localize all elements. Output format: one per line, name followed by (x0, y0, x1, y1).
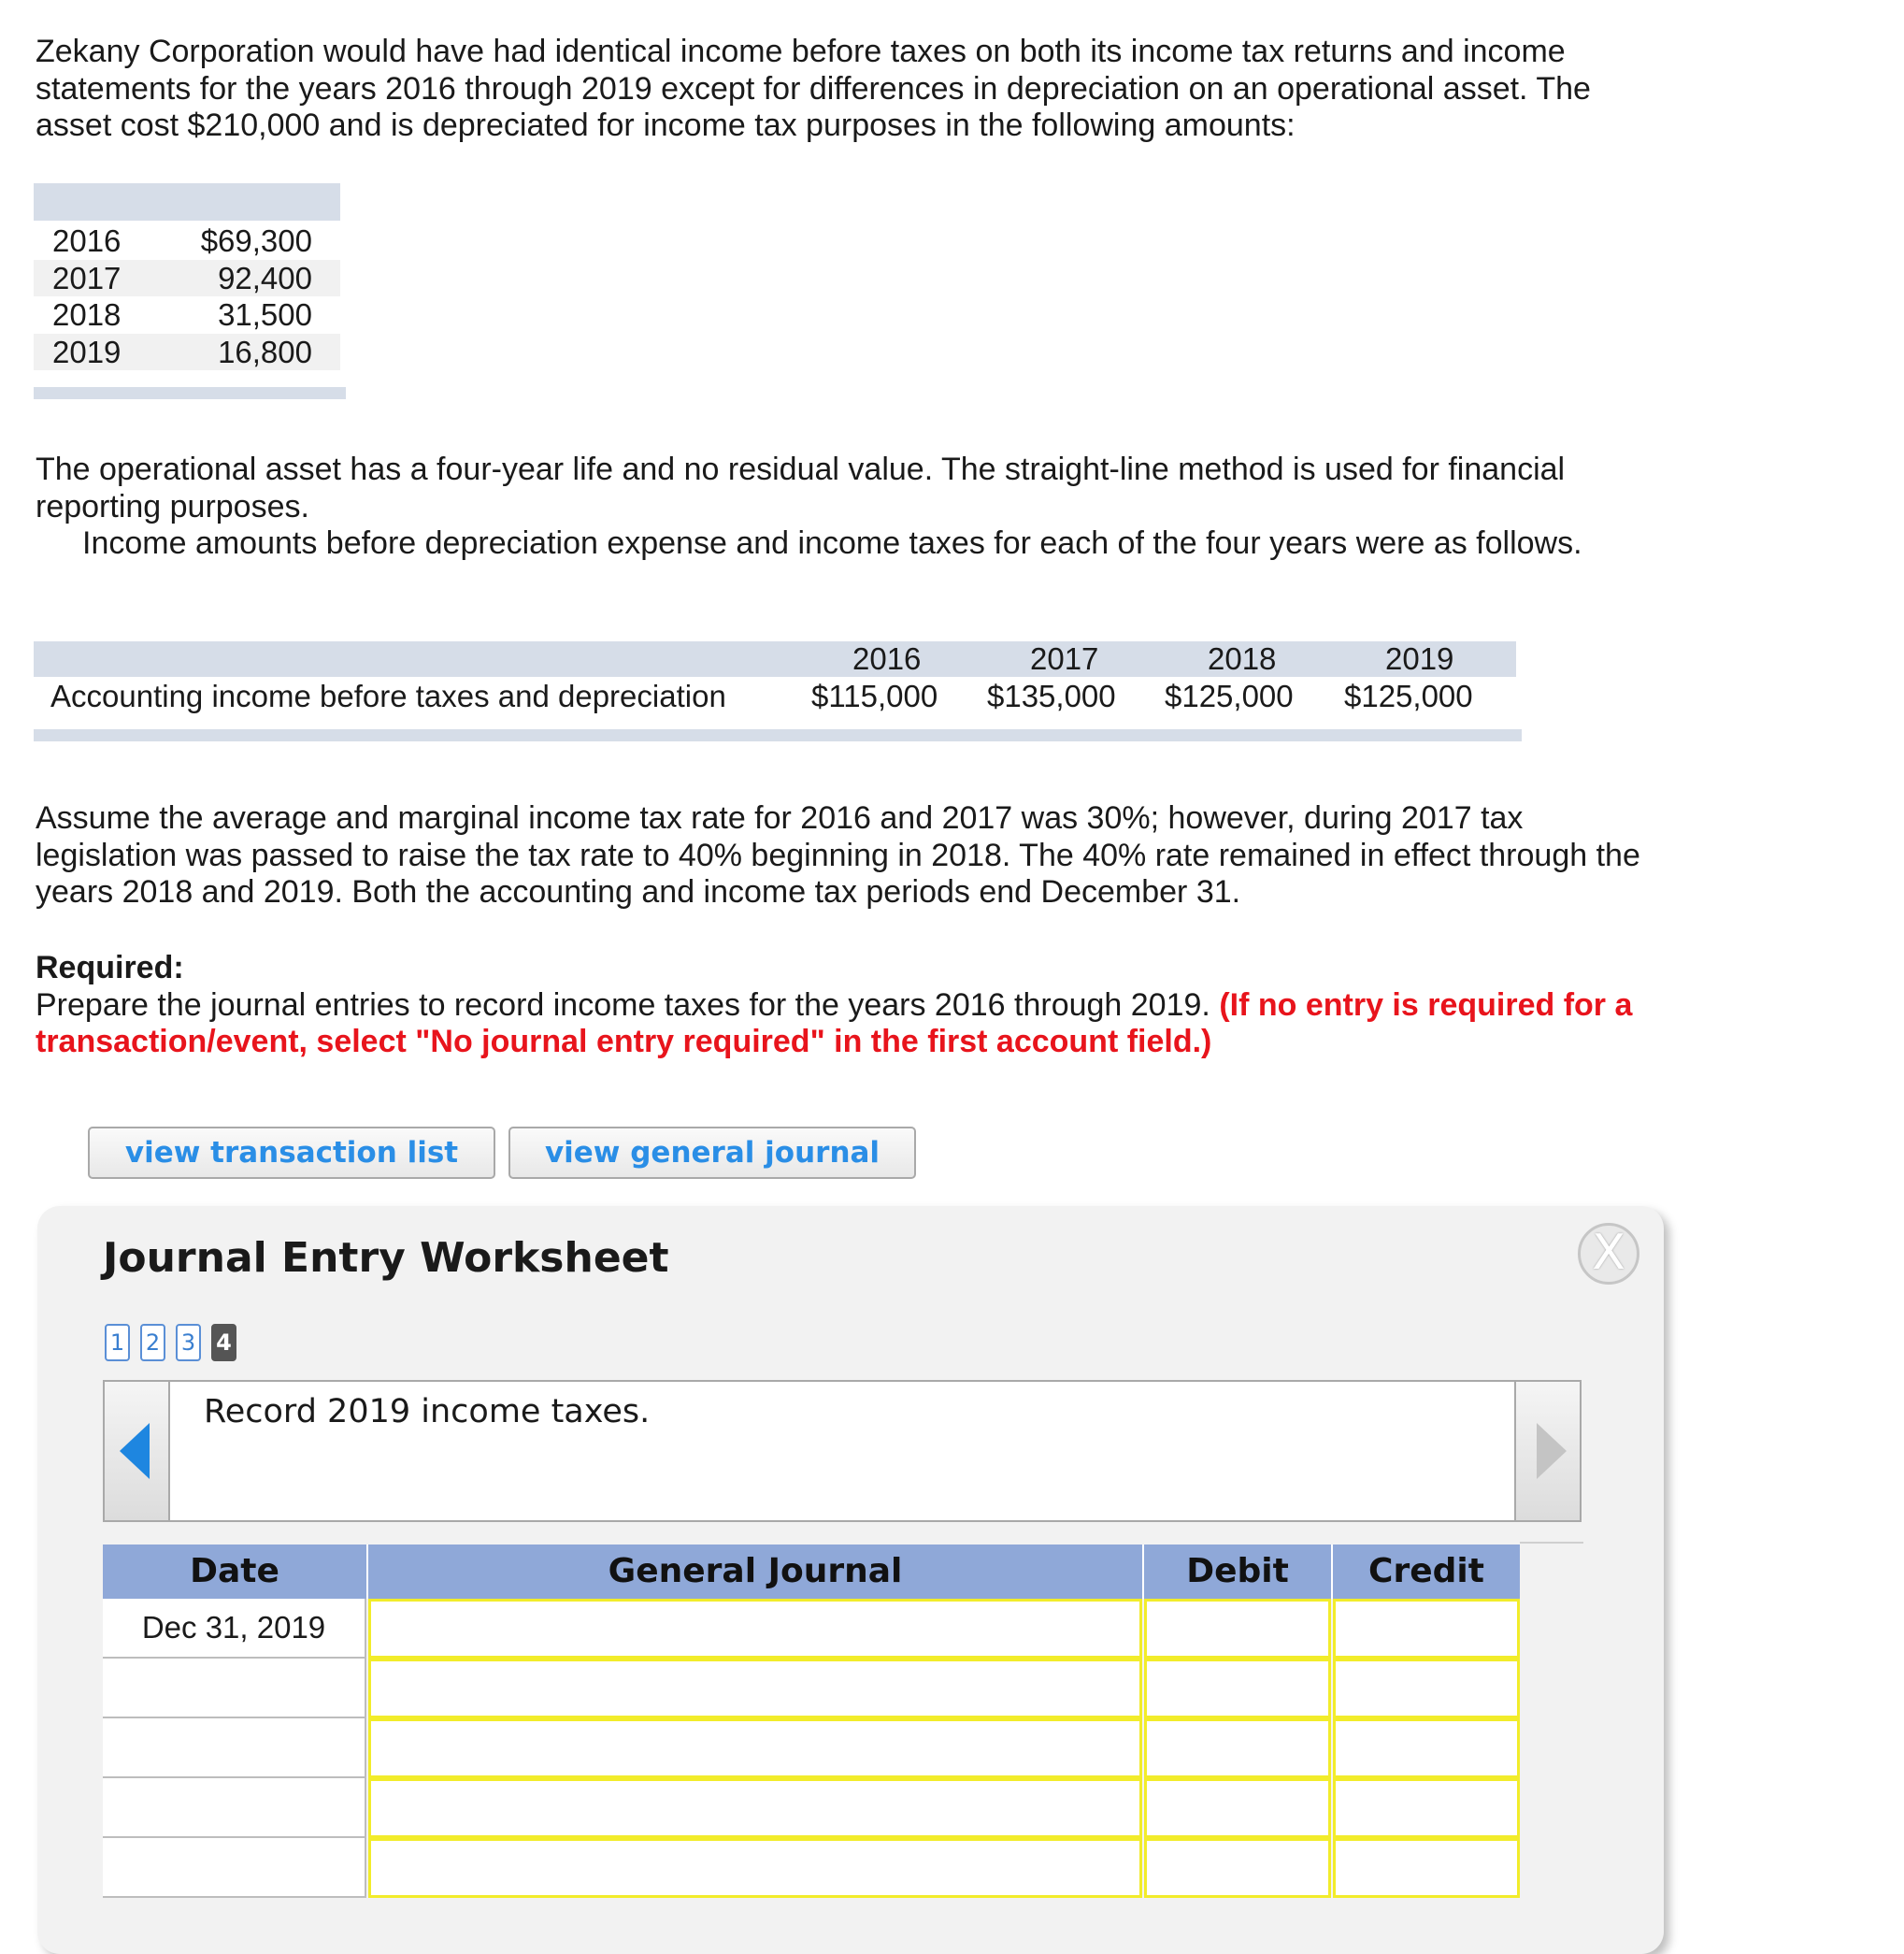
date-cell (103, 1718, 366, 1778)
income-intro: Income amounts before depreciation expense and income taxes for each of the four years were as follows. (82, 525, 1582, 561)
amount-cell: 92,400 (218, 260, 312, 295)
value-cell: $135,000 (987, 679, 1116, 713)
journal-row (103, 1778, 1582, 1838)
journal-table (103, 1545, 1582, 1898)
row-label: Accounting income before taxes and depreciation (50, 679, 726, 713)
year-cell: 2019 (52, 334, 122, 369)
debit-input[interactable] (1144, 1599, 1331, 1659)
required-text: Prepare the journal entries to record income taxes for the years 2016 through 2019. (36, 986, 1210, 1023)
table-row (34, 677, 1522, 716)
close-icon[interactable]: X (1578, 1223, 1639, 1285)
journal-entry-worksheet (37, 1206, 1664, 1954)
header-divider (1520, 1542, 1583, 1544)
account-input[interactable] (368, 1659, 1142, 1718)
arrow-left-icon (120, 1423, 150, 1479)
amount-cell: 16,800 (218, 334, 312, 369)
table-row (34, 260, 340, 297)
depreciation-table-header (34, 183, 340, 221)
credit-column-header: Credit (1368, 1552, 1484, 1590)
previous-button[interactable] (105, 1382, 170, 1520)
table-row (34, 334, 340, 371)
journal-row (103, 1599, 1582, 1659)
year-header: 2016 (852, 641, 922, 676)
table-row (34, 223, 340, 260)
year-cell: 2017 (52, 260, 122, 295)
credit-input[interactable] (1333, 1659, 1520, 1718)
year-header: 2018 (1208, 641, 1277, 676)
income-table-footer (34, 729, 1522, 741)
value-cell: $125,000 (1165, 679, 1294, 713)
tax-assumption-text: Assume the average and marginal income tax rate for 2016 and 2017 was 30%; however, during 2017 tax legislation was passed to raise the tax rate to 40% beginning in 2018. The 40% rate remained in effect through the years 2018 and 2019. Both the accounting and income tax periods end December 31. (36, 800, 1640, 910)
view-general-journal-button[interactable]: view general journal (508, 1127, 916, 1179)
credit-input[interactable] (1333, 1599, 1520, 1659)
transaction-description: Record 2019 income taxes. (204, 1393, 651, 1430)
date-cell (103, 1778, 366, 1838)
credit-input[interactable] (1333, 1718, 1520, 1778)
page-tab-1[interactable]: 1 (105, 1324, 130, 1361)
next-button[interactable] (1514, 1382, 1580, 1520)
page-tab-4[interactable]: 4 (211, 1324, 236, 1361)
amount-cell: 31,500 (218, 297, 312, 332)
required-note: (If no entry is required for a transaction/event, select "No journal entry required" in the first account field.) (36, 986, 1633, 1059)
account-input[interactable] (368, 1838, 1142, 1898)
required-section (36, 950, 1643, 1061)
date-cell (103, 1838, 366, 1898)
asset-info: The operational asset has a four-year life and no residual value. The straight-line method is used for financial reporting purposes. (36, 452, 1566, 524)
worksheet-title: Journal Entry Worksheet (103, 1234, 669, 1282)
value-cell: $125,000 (1344, 679, 1473, 713)
page-tabs (105, 1324, 236, 1361)
year-cell: 2018 (52, 297, 122, 332)
date-column-header: Date (103, 1545, 368, 1599)
intro-text: Zekany Corporation would have had identical income before taxes on both its income tax returns and income statements for the years 2016 through 2019 except for differences in depreciation on an operational asset. The asset cost $210,000 and is depreciated for income tax purposes in the following amounts: (36, 34, 1591, 143)
journal-row (103, 1659, 1582, 1718)
year-header: 2017 (1030, 641, 1099, 676)
page-tab-3[interactable]: 3 (176, 1324, 201, 1361)
journal-row (103, 1718, 1582, 1778)
amount-cell: $69,300 (200, 223, 312, 258)
account-input[interactable] (368, 1599, 1142, 1659)
required-label: Required: (36, 950, 184, 985)
account-input[interactable] (368, 1778, 1142, 1838)
depreciation-table-footer (34, 387, 346, 399)
page-tab-2[interactable]: 2 (140, 1324, 165, 1361)
credit-input[interactable] (1333, 1838, 1520, 1898)
debit-input[interactable] (1144, 1778, 1331, 1838)
table-row (34, 296, 340, 334)
debit-input[interactable] (1144, 1718, 1331, 1778)
debit-input[interactable] (1144, 1838, 1331, 1898)
date-cell: Dec 31, 2019 (103, 1599, 366, 1659)
value-cell: $115,000 (811, 679, 938, 713)
transaction-box (103, 1380, 1582, 1522)
arrow-right-icon (1537, 1423, 1567, 1479)
account-input[interactable] (368, 1718, 1142, 1778)
income-table (34, 641, 1522, 741)
depreciation-table (34, 183, 347, 399)
income-table-header (34, 641, 1516, 677)
journal-row (103, 1838, 1582, 1898)
credit-input[interactable] (1333, 1778, 1520, 1838)
journal-header (103, 1545, 1520, 1599)
year-header: 2019 (1385, 641, 1454, 676)
debit-input[interactable] (1144, 1659, 1331, 1718)
date-cell (103, 1659, 366, 1718)
general-journal-column-header: General Journal (368, 1545, 1144, 1599)
year-cell: 2016 (52, 223, 122, 258)
asset-info-text (36, 452, 1643, 563)
debit-column-header: Debit (1144, 1545, 1333, 1599)
view-transaction-list-button[interactable]: view transaction list (88, 1127, 495, 1179)
